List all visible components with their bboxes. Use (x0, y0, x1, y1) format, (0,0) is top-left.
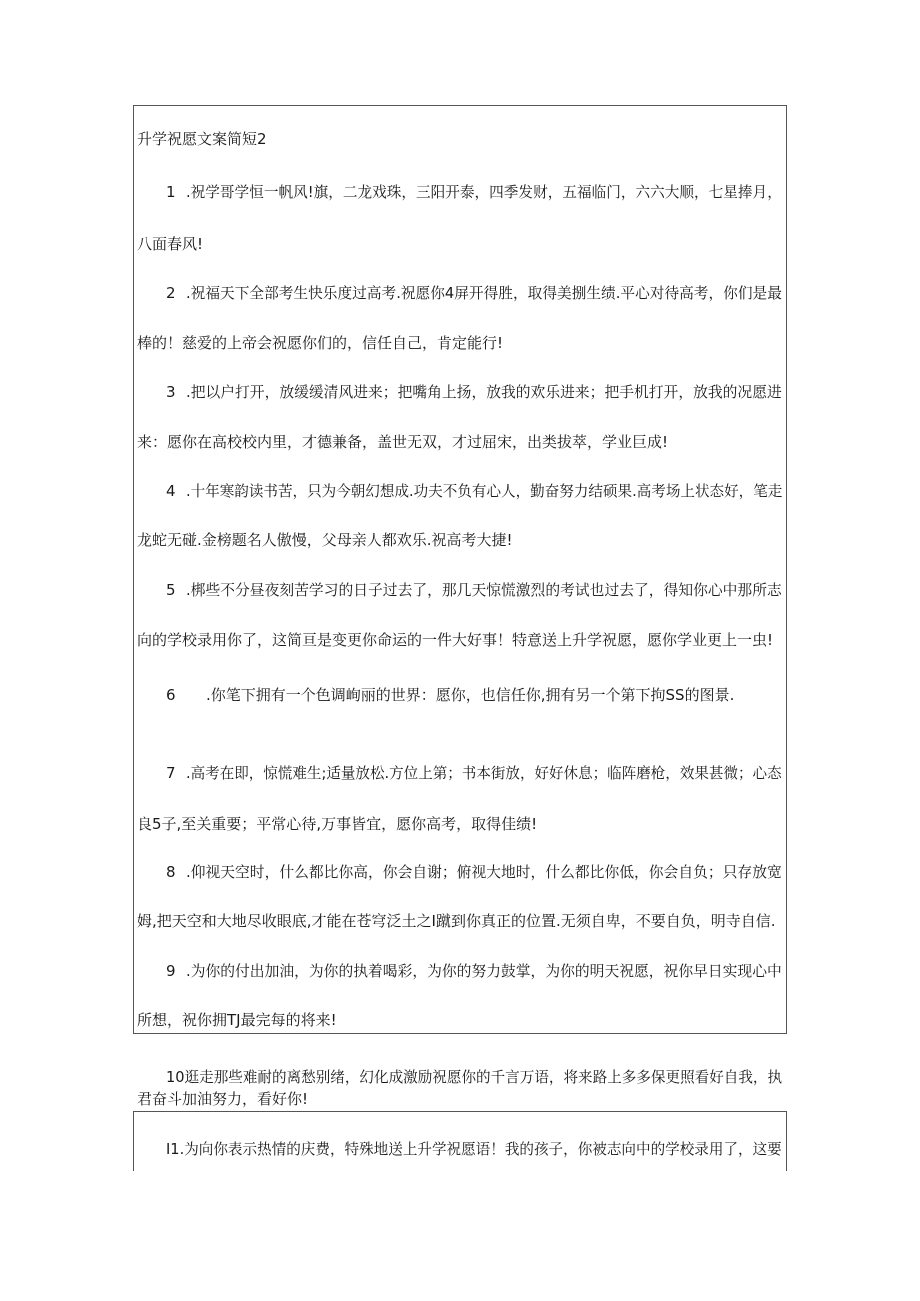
item-number: 4 (166, 482, 176, 500)
main-text-frame (133, 105, 787, 1034)
item-10-text: 10逛走那些难耐的离愁别绪，幻化成激励祝愿你的千言万语，将来路上多多保更照看好自我，执 (166, 1068, 783, 1086)
item-text: .为你的付出加油，为你的执着喝彩，为你的努力鼓掌，为你的明天祝愿，祝你早日实现心中 (186, 962, 782, 980)
item-text-continued: 龙蛇无碰.金榜题名人傲慢，父母亲人都欢乐.祝高考大捷! (137, 531, 513, 549)
item-text: .你笔下拥有一个色调峋丽的世界：愿你，也信任你,拥有另一个第下拘SS的图景. (206, 686, 735, 704)
item-text: .十年寒韵读书苦，只为今朝幻想成.功夫不负有心人，勤奋努力结硕果.高考场上状态好，笔走 (186, 482, 783, 500)
doc-title: 升学祝愿文案简短2 (137, 130, 267, 148)
item-10-text-continued: 君奋斗加油努力，看好你! (137, 1090, 309, 1108)
item-text: .祝学哥学恒一帆风!旗，二龙戏珠，三阳开泰，四季发财，五福临门，六六大顺，七星捧月， (186, 183, 782, 201)
item-number: 8 (166, 863, 176, 881)
item-text-continued: 向的学校录用你了，这简亘是变更你命运的一件大好事！特意送上升学祝愿，愿你学业更上一虫! (137, 631, 774, 649)
item-number: 3 (166, 383, 176, 401)
item-number: 2 (166, 284, 176, 302)
item-text: .祝福天下全部考生快乐度过高考.祝愿你4屏开得胜，取得美捌生绩.平心对待高考，你们是最 (186, 284, 782, 302)
item-text-continued: 来：愿你在高校校内里，才德兼备，盖世无双，才过屈宋，出类拔萃，学业巨成! (137, 433, 669, 451)
item-text-continued: 棒的！慈爱的上帝会祝愿你们的，信任自己，肯定能行! (137, 334, 504, 352)
item-text: .把以户打开，放缓缓清风进来；把嘴角上扬，放我的欢乐进来；把手机打开，放我的况愿进 (186, 383, 782, 401)
item-number: 5 (166, 581, 176, 599)
item-number: 9 (166, 962, 176, 980)
item-text: .仰视天空时，什么都比你高，你会自谢；俯视大地时，什么都比你低，你会自负；只存放宽 (186, 863, 782, 881)
item-text: .高考在即，惊慌难生;适量放松.方位上第；书本街放，好好休息；临阵磨枪，效果甚微；心态 (186, 764, 782, 782)
item-number: 7 (166, 764, 176, 782)
item-text: .梆些不分昼夜刻苦学习的日子过去了，那几天惊慌激烈的考试也过去了，得知你心中那所志 (186, 581, 782, 599)
item-number: 1 (166, 183, 176, 201)
item-11-text: I1.为向你表示热情的庆费，特殊地送上升学祝愿语！我的孩子，你被志向中的学校录用了，这要 (166, 1140, 782, 1158)
item-text-continued: 所想，祝你拥TJ最完每的将来! (137, 1011, 337, 1029)
item-text-continued: 良5子,至关重要；平常心待,万事皆宜，愿你高考，取得佳绩! (137, 815, 538, 833)
item-text-continued: 姆,把天空和大地尽收眼底,才能在苍穹泛土之I蹴到你真正的位置.无须自卑，不要自负，明寺自信. (137, 912, 776, 930)
item-number: 6 (166, 686, 176, 704)
item-text-continued: 八面春风! (137, 235, 204, 253)
